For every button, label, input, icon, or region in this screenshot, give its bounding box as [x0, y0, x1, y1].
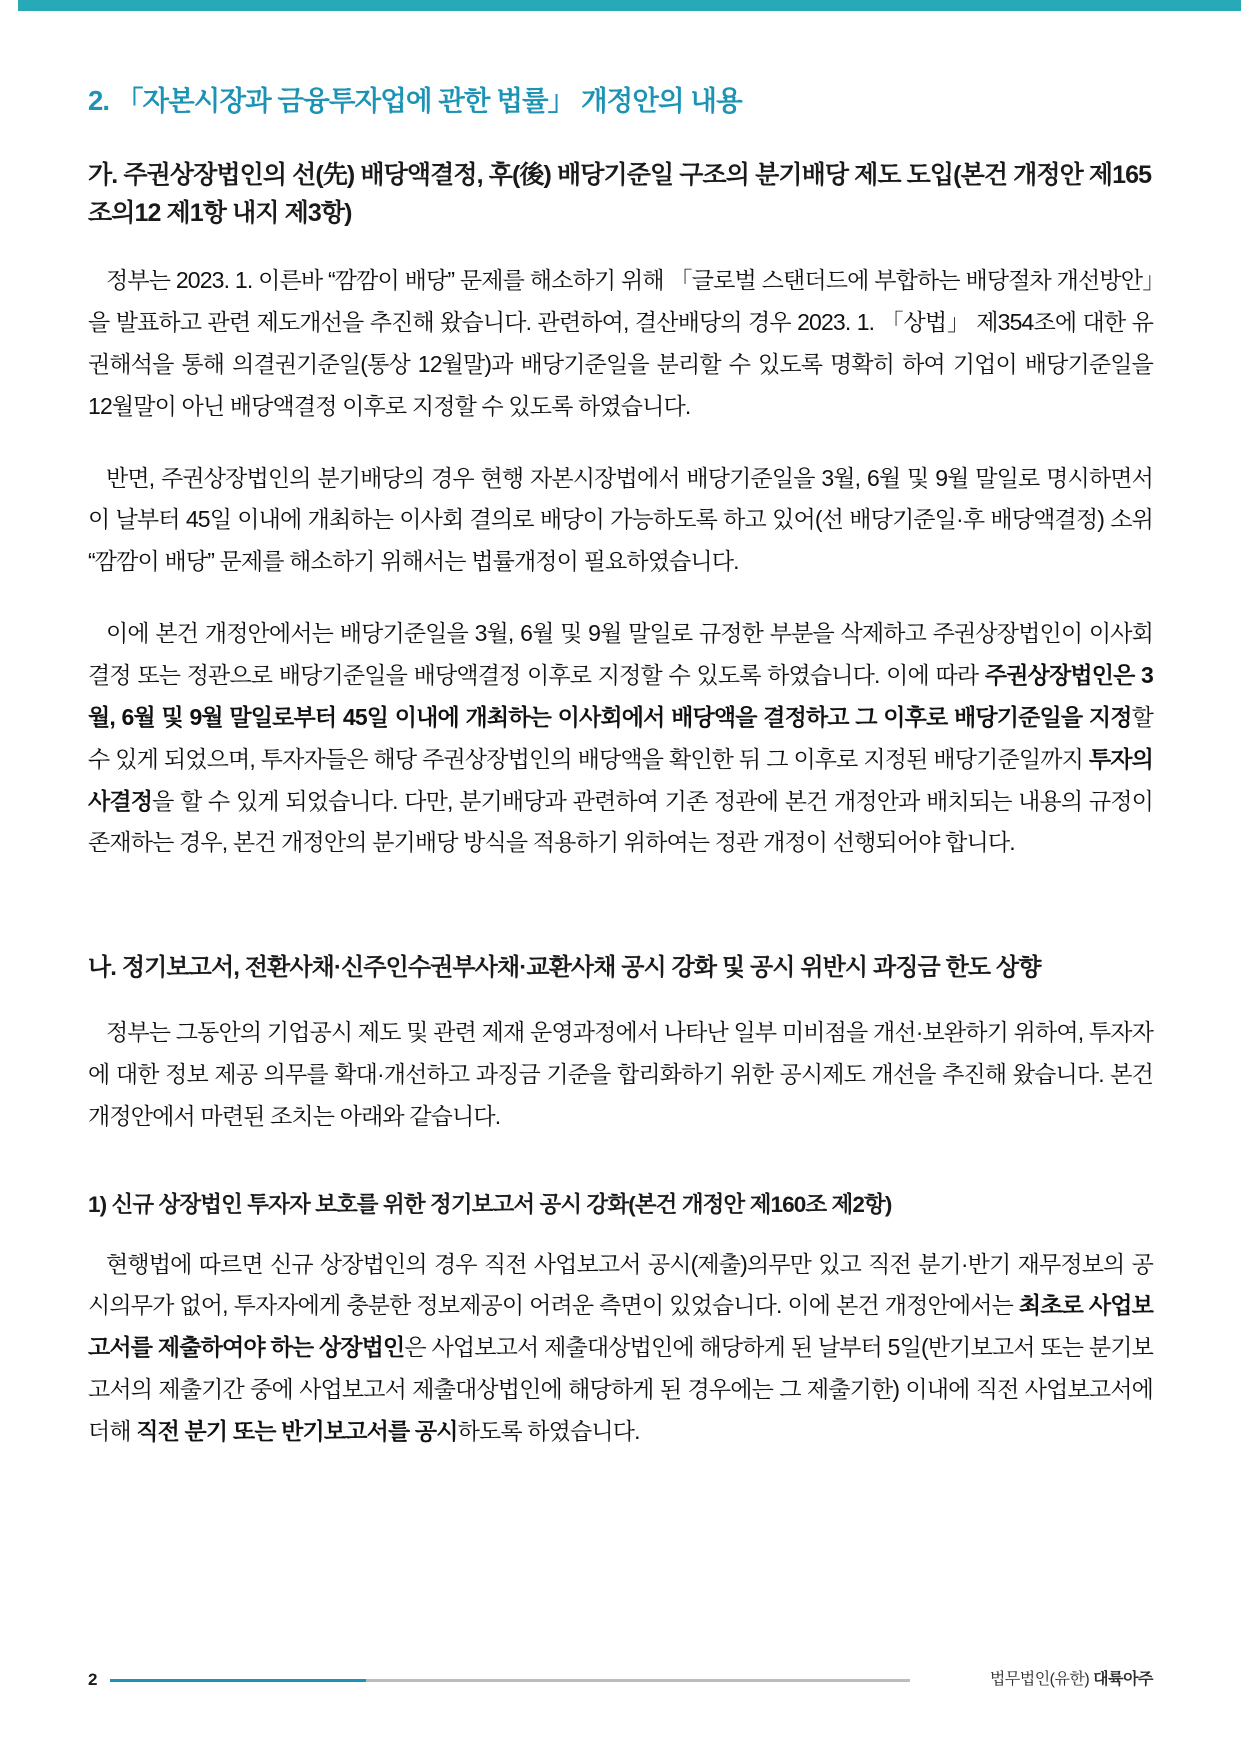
- footer-brand-name: 대륙아주: [1093, 1671, 1153, 1688]
- footer-brand-prefix: 법무법인(유한): [989, 1671, 1094, 1688]
- paragraph-3-bold-1: 주권상장법인은 3월, 6월 및 9월 말일로부터 45일 이내에 개최하는 이사회에서 배당액을 결정하고 그 이후로 배당기준일을 지정: [88, 662, 1153, 730]
- subsection-na-paragraph-1: 정부는 그동안의 기업공시 제도 및 관련 제재 운영과정에서 나타난 일부 미비점을 개선·보완하기 위하여, 투자자에 대한 정보 제공 의무를 확대·개선하고 과징금 기준을 합리화하기 위한 공시제도 개선을 추진해 왔습니다. 본건 개정안에서 마련된 조치는 아래와 같습니다.: [88, 1019, 1153, 1130]
- footer-divider: [110, 1679, 910, 1682]
- paragraph-3-text-part-1: 이에 본건 개정안에서는 배당기준일을 3월, 6월 및 9월 말일로 규정한 부분을 삭제하고 주권상장법인이 이사회 결정 또는 정관으로 배당기준일을 배당액결정 이후로 지정할 수 있도록 하였습니다. 이에 따라: [88, 620, 1153, 688]
- subsection-na-heading: 나. 정기보고서, 전환사채·신주인수권부사채·교환사채 공시 강화 및 공시 위반시 과징금 한도 상향: [88, 954, 1041, 982]
- top-accent-bar: [0, 0, 1241, 11]
- footer-brand: [990, 1666, 1153, 1689]
- item-1-bold-2: 직전 분기 또는 반기보고서를 공시: [136, 1418, 458, 1445]
- section-spacer-2: [88, 1168, 1153, 1188]
- section-spacer-1: [88, 894, 1153, 950]
- section-heading: 2. 「자본시장과 금융투자업에 관한 법률」 개정안의 내용: [88, 85, 742, 116]
- item-1-paragraph: [88, 1244, 1153, 1453]
- subsection-ga-paragraph-2: 반면, 주권상장법인의 분기배당의 경우 현행 자본시장법에서 배당기준일을 3월, 6월 및 9월 말일로 명시하면서 이 날부터 45일 이내에 개최하는 이사회 결의로 배당이 가능하도록 하고 있어(선 배당기준일·후 배당액결정) 소위 “깜깜이 배당” 문제를 해소하기 위해서는 법률개정이 필요하였습니다.: [88, 464, 1153, 575]
- item-1-bold-1: 최초로 사업보고서를 제출하여야 하는 상장법인: [88, 1292, 1153, 1361]
- paragraph-3-text-part-2: 할 수 있게 되었으며, 투자자들은 해당 주권상장법인의 배당액을 확인한 뒤 그 이후로 지정된 배당기준일까지: [88, 703, 1153, 772]
- subsection-ga-paragraph-3: [88, 613, 1153, 864]
- page-content: [88, 82, 1153, 1453]
- item-1-text-part-1: 현행법에 따르면 신규 상장법인의 경우 직전 사업보고서 공시(제출)의무만 있고 직전 분기·반기 재무정보의 공시의무가 없어, 투자자에게 충분한 정보제공이 어려운 측면이 있었습니다. 이에 본건 개정안에서는: [88, 1250, 1153, 1319]
- footer-page-number: 2: [88, 1670, 98, 1689]
- subsection-ga-paragraph-1: 정부는 2023. 1. 이른바 “깜깜이 배당” 문제를 해소하기 위해 「글로벌 스탠더드에 부합하는 배당절차 개선방안」을 발표하고 관련 제도개선을 추진해 왔습니다. 관련하여, 결산배당의 경우 2023. 1. 「상법」 제354조에 대한 유권해석을 통해 의결권기준일(통상 12월말)과 배당기준일을 분리할 수 있도록 명확히 하여 기업이 배당기준일을 12월말이 아닌 배당액결정 이후로 지정할 수 있도록 하였습니다.: [88, 267, 1153, 419]
- item-1-text-part-2: 은 사업보고서 제출대상법인에 해당하게 된 날부터 5일(반기보고서 또는 분기보고서의 제출기간 중에 사업보고서 제출대상법인에 해당하게 된 경우에는 그 제출기한) 이내에 직전 사업보고서에 더해: [88, 1334, 1153, 1445]
- subsection-ga-heading: 가. 주권상장법인의 선(先) 배당액결정, 후(後) 배당기준일 구조의 분기배당 제도 도입(본건 개정안 제165조의12 제1항 내지 제3항): [88, 161, 1152, 228]
- item-1-heading: 1) 신규 상장법인 투자자 보호를 위한 정기보고서 공시 강화(본건 개정안 제160조 제2항): [88, 1191, 892, 1217]
- item-1-text-part-3: 하도록 하였습니다.: [457, 1418, 640, 1445]
- paragraph-3-bold-2: 투자의사결정: [88, 745, 1153, 814]
- top-accent-bar-notch: [0, 0, 18, 11]
- paragraph-3-text-part-3: 을 할 수 있게 되었습니다. 다만, 분기배당과 관련하여 기존 정관에 본건 개정안과 배치되는 내용의 규정이 존재하는 경우, 본건 개정안의 분기배당 방식을 적용하기 위하여는 정관 개정이 선행되어야 합니다.: [88, 787, 1153, 856]
- page-footer: [88, 1666, 1153, 1692]
